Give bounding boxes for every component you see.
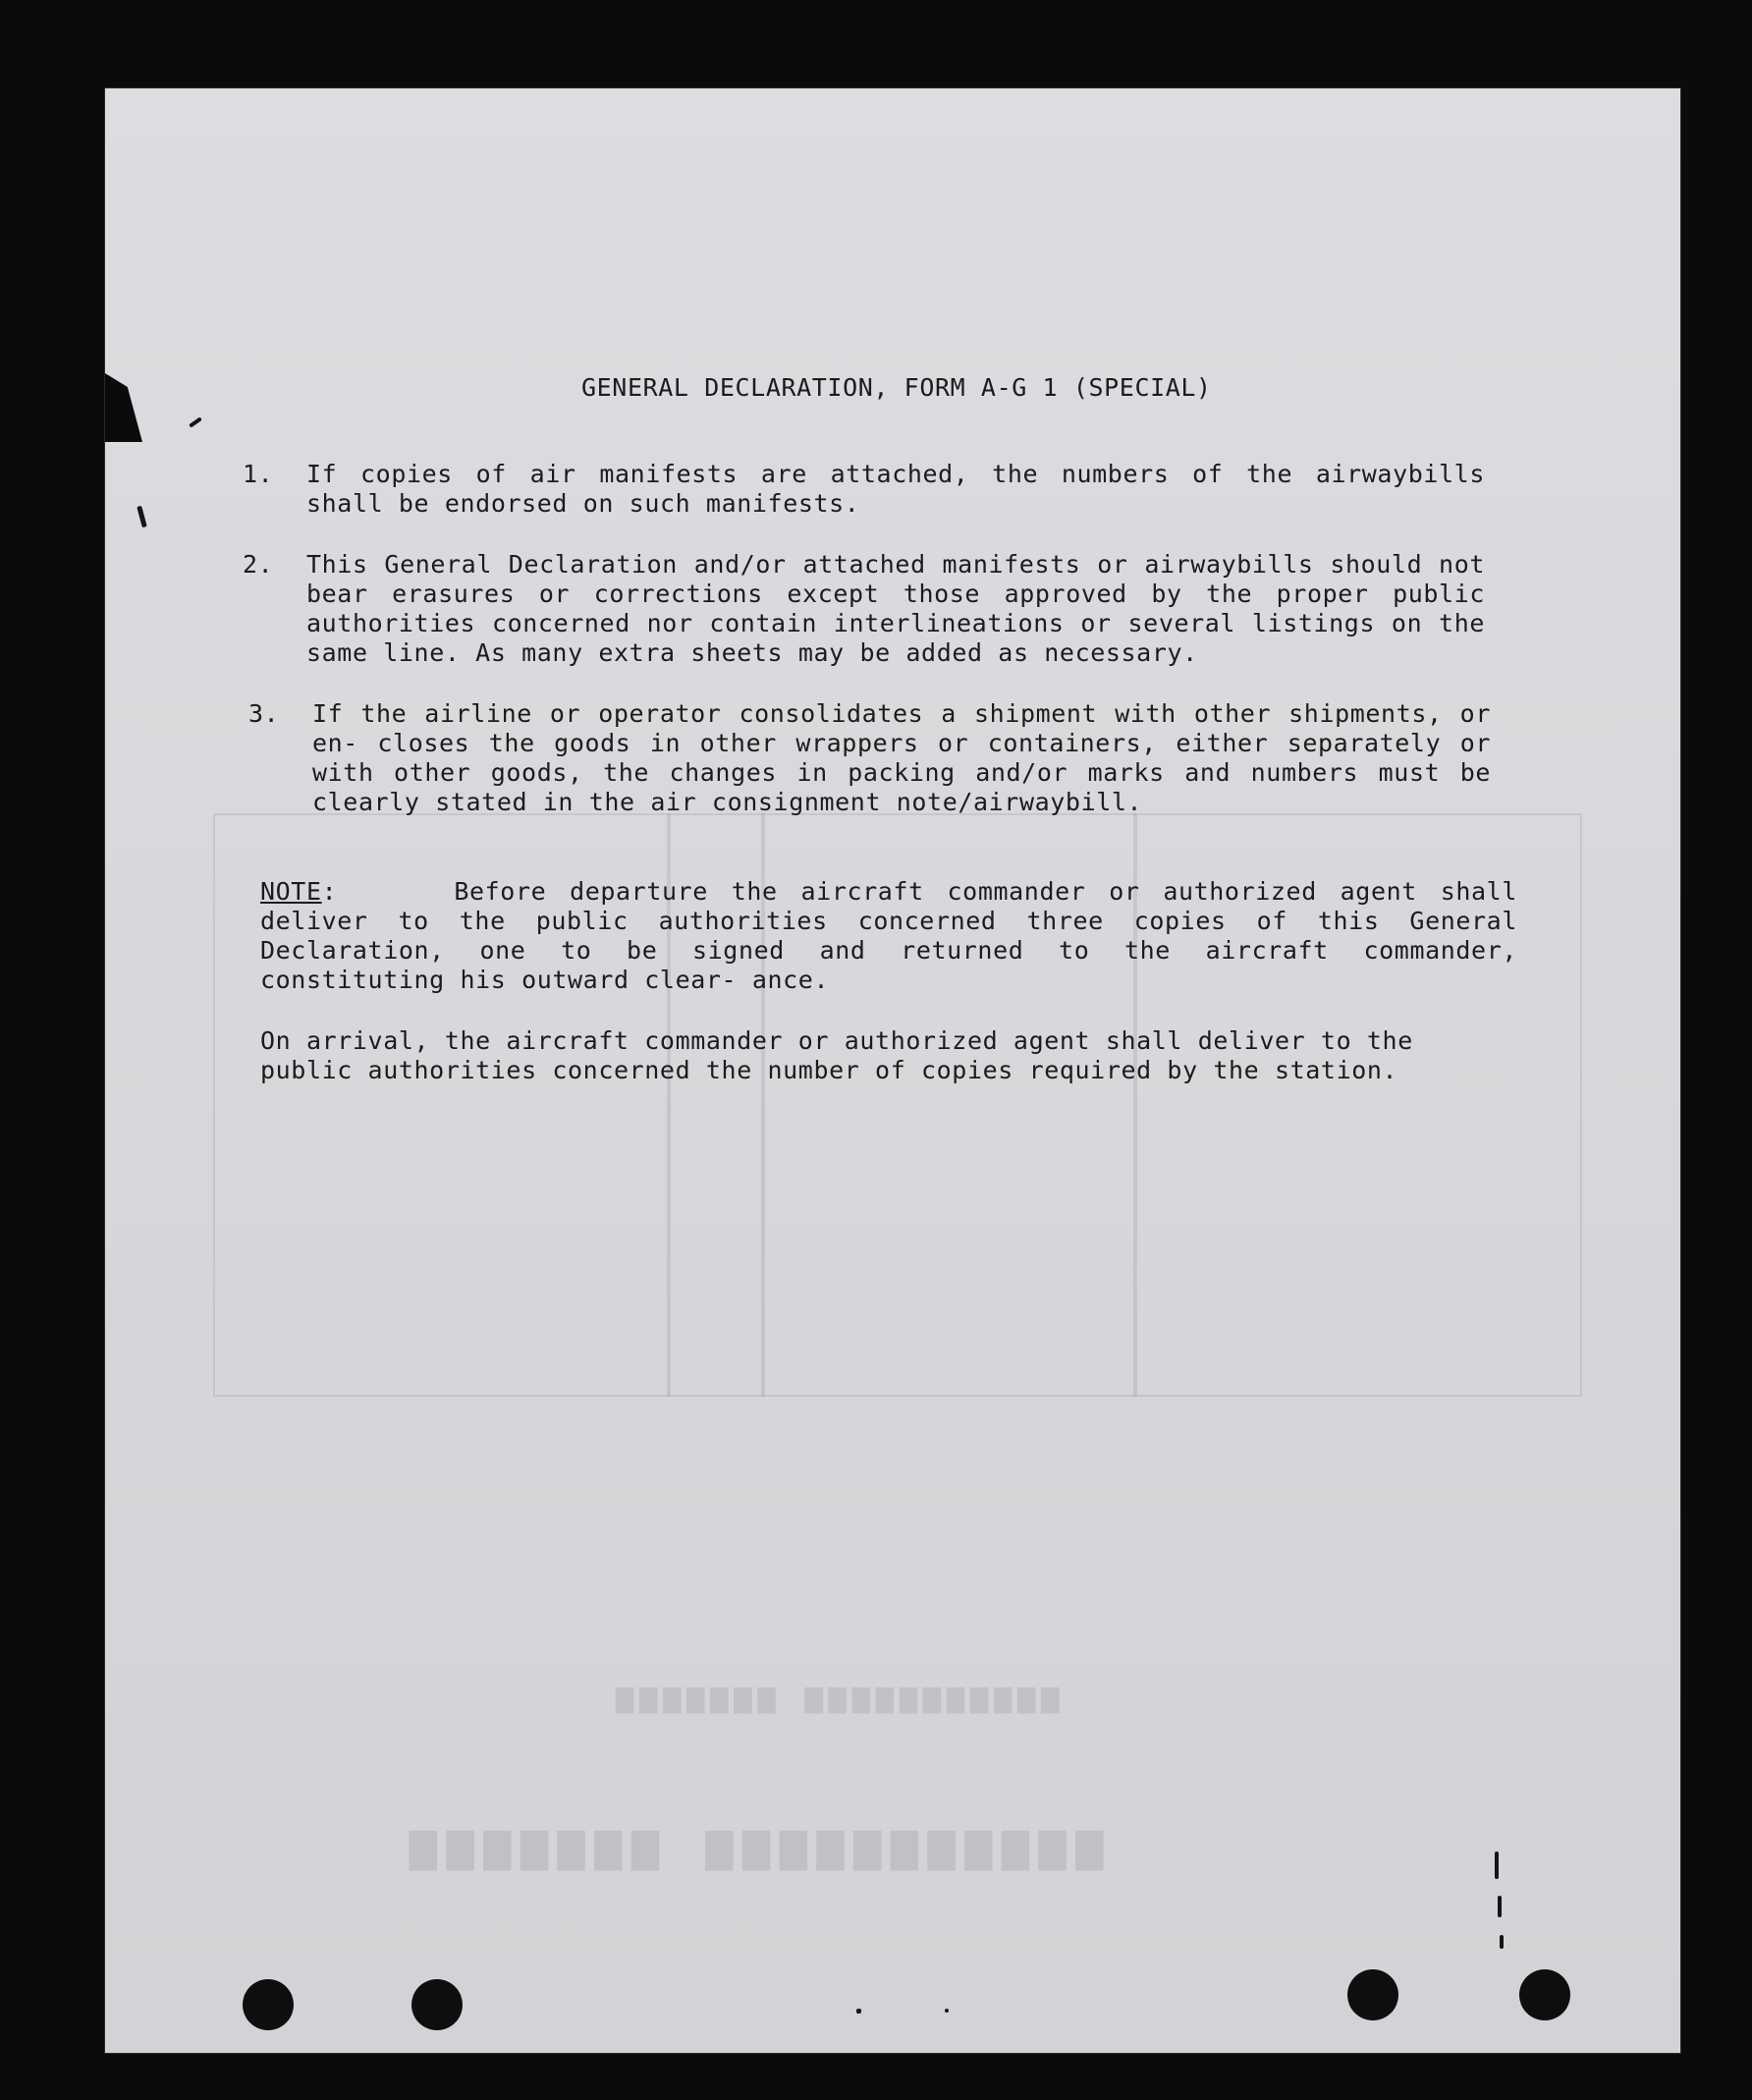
- bleed-through-text: ▆▆▆▆▆▆▆ ▆▆▆▆▆▆▆▆▆▆▆: [410, 1817, 1114, 1870]
- punch-hole: [1347, 1969, 1398, 2020]
- dust-speck: [945, 2009, 949, 2013]
- item-text: If copies of air manifests are attached, the numbers of the airwaybills shall be endorsed on such manifests.: [306, 460, 1485, 518]
- dust-speck: [1500, 1935, 1504, 1949]
- item-number: 1.: [243, 460, 274, 488]
- note-text: Before departure the aircraft commander or authorized agent shall deliver to the public authorities concerned three copies of this General Declaration, one to be signed and returned to the aircraft commander, constituting his outward clear- ance.: [260, 877, 1517, 994]
- torn-edge: [105, 373, 142, 442]
- punch-hole: [1519, 1969, 1570, 2020]
- arrival-paragraph: [260, 1026, 1517, 1085]
- bleed-through-text: ▆▆▆▆▆▆▆ ▆▆▆▆▆▆▆▆▆▆▆: [616, 1680, 1066, 1714]
- document-page: [105, 88, 1680, 2053]
- item-number: 2.: [243, 550, 274, 579]
- punch-hole: [411, 1979, 463, 2030]
- dust-speck: [137, 506, 147, 528]
- note-colon: :: [321, 877, 455, 906]
- item-text: This General Declaration and/or attached manifests or airwaybills should not bear erasures or corrections except those approved by the proper public authorities concerned nor contain interlineations or several listings on the same line. As many extra sheets may be added as necessary.: [306, 550, 1485, 667]
- dust-speck: [189, 416, 202, 427]
- arrival-text: On arrival, the aircraft commander or authorized agent shall deliver to the public authorities concerned the number of copies required by the station.: [260, 1026, 1413, 1084]
- form-title: GENERAL DECLARATION, FORM A-G 1 (SPECIAL): [581, 373, 1212, 402]
- punch-hole: [243, 1979, 294, 2030]
- dust-speck: [856, 2009, 861, 2014]
- dust-speck: [1498, 1896, 1502, 1917]
- item-text: If the airline or operator consolidates a shipment with other shipments, or en- closes the goods in other wrappers or containers, either separately or with other goods, the changes in packing and/or marks and numbers must be clearly stated in the air consignment note/airwaybill.: [312, 699, 1491, 816]
- dust-speck: [1495, 1851, 1499, 1879]
- item-number: 3.: [248, 699, 280, 728]
- note-label: NOTE: [260, 877, 322, 906]
- note-paragraph: [260, 877, 1517, 995]
